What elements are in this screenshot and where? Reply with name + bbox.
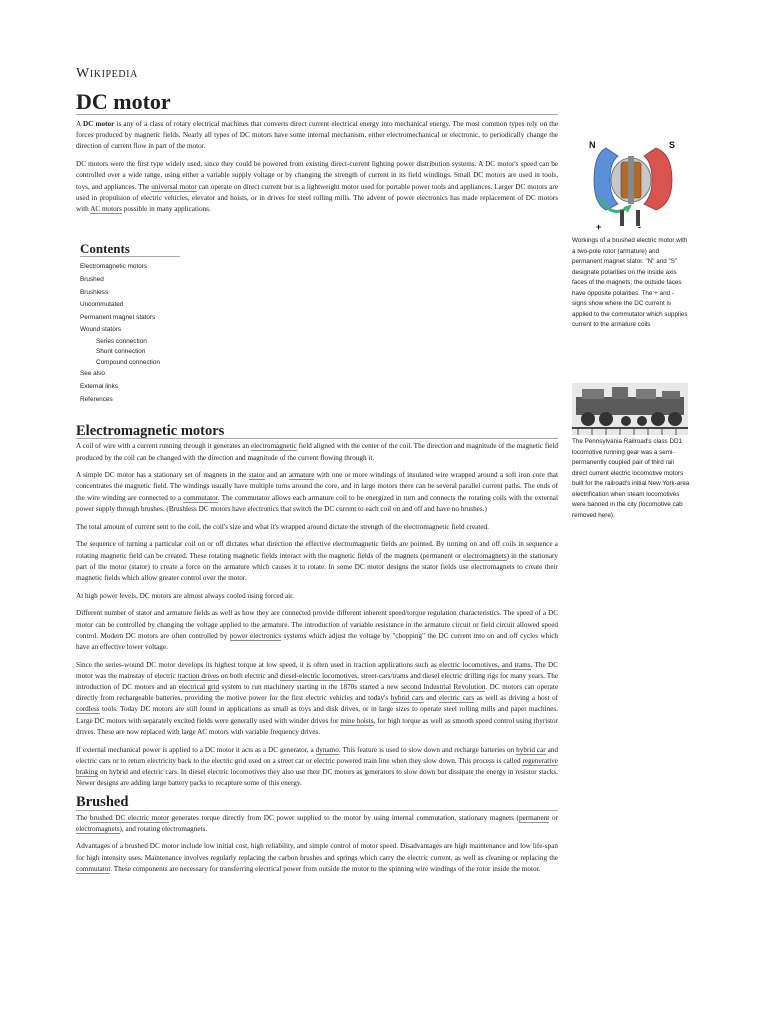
link-hybrid-cars[interactable]: hybrid cars xyxy=(390,694,424,703)
toc-item-external-links[interactable]: External links xyxy=(80,382,119,390)
link-second-industrial-revolution[interactable]: second Industrial Revolution xyxy=(401,683,486,692)
figure-motor xyxy=(572,126,690,331)
plus-label: + xyxy=(596,222,602,232)
toc-item-uncommutated[interactable]: Uncommutated xyxy=(80,301,124,309)
figure-locomotive xyxy=(572,383,690,521)
toc-item-electromagnetic-motors[interactable]: Electromagnetic motors xyxy=(80,263,148,271)
motor-diagram-image[interactable] xyxy=(572,126,690,234)
south-label: S xyxy=(669,140,676,150)
link-electromagnets-2[interactable]: electromagnets xyxy=(76,824,120,833)
toc-subitem-compound-connection[interactable]: Compound connection xyxy=(96,358,160,366)
section1-paragraph-4: The sequence of turning a particular coil on or off dictates what direction the effective electromagnetic fields are pointed. By turning on and off coils in sequence a rotating magnetic field can be created. These rotating magnetic fields interact with the magnetic fields of the magnets (permanent or electromagnets) in the stationary part of the motor (stator) to create a force on the armature which causes it to rotate. In some DC motor designs the stator fields use electromagnets to create their magnetic fields which allow greater control over the motor. xyxy=(76,540,558,582)
locomotive-figure-caption: The Pennsylvania Railroad's class DD1 locomotive running gear was a semi-permanently coupled pair of third rail direct current electric locomotive motors built for the railroad's initial New York-area electrification when steam locomotives were banned in the city (locomotive cab removed here). xyxy=(572,438,690,519)
toc-item-see-also[interactable]: See also xyxy=(80,370,105,378)
table-of-contents xyxy=(80,243,180,406)
toc-subitem-shunt-connection[interactable]: Shunt connection xyxy=(96,348,146,356)
toc-item-brushed[interactable]: Brushed xyxy=(80,275,104,283)
link-electrical-grid[interactable]: electrical grid xyxy=(178,683,220,692)
intro-paragraph-2: DC motors were the first type widely used, since they could be powered from existing direct-current lighting power distribution systems. A DC motor's speed can be controlled over a wide range, using either a variable supply voltage or by changing the strength of current in its field windings. Small DC motors are used in tools, toys, and appliances. The universal motor can operate on direct current but is a lightweight motor used for portable power tools and appliances. Larger DC motors are used in propulsion of electric vehicles, elevator and hoists, or in drives for steel rolling mills. The advent of power electronics has made replacement of DC motors with AC motors possible in many applications. xyxy=(76,160,558,213)
link-electric-locomotives[interactable]: electric locomotives, and trams xyxy=(439,660,531,669)
section1-paragraph-7: Since the series-wound DC motor develops its highest torque at low speed, it is often used in traction applications such as electric locomotives, and trams. The DC motor was the mainstay of electric traction drives on both electric and diesel-electric locomotives, street-cars/trams and diesel electric drilling rigs for many years. The introduction of DC motors and an electrical grid system to run machinery starting in the 1870s started a new second Industrial Revolution. DC motors can operate directly from rechargeable batteries, providing the motive power for the first electric vehicles and today's hybrid cars and electric cars as well as driving a host of cordless tools. Today DC motors are still found in applications as small as toys and disk drives, or in large sizes to operate steel rolling mills and paper machines. Large DC motors with separately excited fields were generally used with winder drives for mine hoists, for high torque as well as smooth speed control using thyristor drives. These are now replaced with large AC motors with variable frequency drives. xyxy=(76,660,559,736)
intro-paragraph-1: A DC motor is any of a class of rotary electrical machines that converts direct current electrical energy into mechanical energy. The most common types rely on the forces produced by magnetic fields. Nearly all types of DC motors have some internal mechanism, either electromechanical or electronic, to periodically change the direction of current flow in part of the motor. xyxy=(76,120,559,151)
minus-label: - xyxy=(638,222,641,232)
link-armature[interactable]: armature xyxy=(288,471,315,480)
north-label: N xyxy=(589,140,596,150)
section2-paragraph-2: Advantages of a brushed DC motor include low initial cost, high reliability, and simple control of motor speed. Disadvantages are high maintenance and low life-span for high intensity uses. Maintenance involves regularly replacing the carbon brushes and springs which carry the electric current, as well as cleaning or replacing the commutator. These components are necessary for transferring electrical power from outside the motor to the spinning wire windings of the rotor inside the motor. xyxy=(76,842,558,873)
link-dynamo[interactable]: dynamo xyxy=(315,745,339,754)
link-cordless[interactable]: cordless xyxy=(76,705,100,714)
toc-subitem-series-connection[interactable]: Series connection xyxy=(96,337,147,345)
link-regenerative-braking[interactable]: regenerative braking xyxy=(76,756,558,776)
link-power-electronics[interactable]: power electronics xyxy=(229,631,282,640)
section1-paragraph-2: A simple DC motor has a stationary set of magnets in the stator and an armature with one or more windings of insulated wire wrapped around a soft iron core that concentrates the magnetic field. The windings usually have multiple turns around the core, and in large motors there can be several parallel current paths. The ends of the wire winding are connected to a commutator. The commutator allows each armature coil to be energized in turn and connects the rotating coils with the external power supply through brushes. (Brushless DC motors have electronics that switch the DC current to each coil on and off and have no brushes.) xyxy=(76,471,558,513)
toc-item-references[interactable]: References xyxy=(80,395,113,403)
link-universal-motor[interactable]: universal motor xyxy=(151,182,197,191)
motor-figure-caption: Workings of a brushed electric motor with a two-pole rotor (armature) and permanent magnet stator. "N" and "S" designate polarities on the inside axis faces of the magnets; the outside faces have opposite polarities. The + and - signs show where the DC current is applied to the commutator which supplies current to the armature coils xyxy=(572,237,688,328)
section-heading-brushed: Brushed xyxy=(76,797,558,810)
article-body xyxy=(76,119,558,882)
toc-item-permanent-magnet-stators[interactable]: Permanent magnet stators xyxy=(80,313,156,321)
section1-paragraph-5: At high power levels, DC motors are almost always cooled using forced air. xyxy=(76,591,294,600)
locomotive-photo[interactable] xyxy=(572,383,688,435)
link-mine-hoists[interactable]: mine hoists xyxy=(340,716,374,725)
link-brushed-dc-electric-motor[interactable]: brushed DC electric motor xyxy=(89,813,169,822)
link-electromagnetic[interactable]: electromagnetic xyxy=(250,442,297,451)
section2-paragraph-1: The brushed DC electric motor generates torque directly from DC power supplied to the motor by using internal commutation, stationary magnets (permanent or electromagnets), and rotating electromagnets. xyxy=(76,813,558,833)
link-stator[interactable]: stator xyxy=(248,471,265,480)
link-permanent[interactable]: permanent xyxy=(518,813,550,822)
section1-paragraph-6: Different number of stator and armature fields as well as how they are connected provide different inherent speed/torque regulation characteristics. The speed of a DC motor can be controlled by changing the voltage applied to the armature. The introduction of variable resistance in the armature circuit or field circuit allowed speed control. Modern DC motors are often controlled by power electronics systems which adjust the voltage by "chopping" the DC current into on and off cycles which have an effective lower voltage. xyxy=(76,609,558,651)
section1-paragraph-8: If external mechanical power is applied to a DC motor it acts as a DC generator, a dynamo. This feature is used to slow down and recharge batteries on hybrid car and electric cars or to return electricity back to the electric grid used on a street car or electric powered train line when they slow down. This process is called regenerative braking on hybrid and electric cars. In diesel electric locomotives they also use their DC motors as generators to slow down but dissipate the energy in resistor stacks. Newer designs are adding large battery packs to recapture some of this energy. xyxy=(76,745,558,788)
link-electric-cars[interactable]: electric cars xyxy=(438,694,475,703)
section-heading-electromagnetic-motors: Electromagnetic motors xyxy=(76,426,558,439)
toc-item-wound-stators[interactable]: Wound stators xyxy=(80,326,122,334)
link-electromagnets[interactable]: electromagnets xyxy=(463,551,507,560)
title-divider xyxy=(76,114,558,115)
section1-paragraph-3: The total amount of current sent to the coil, the coil's size and what it's wrapped around dictate the strength of the electromagnetic field created. xyxy=(76,522,489,531)
link-ac-motors[interactable]: AC motors xyxy=(90,204,122,213)
toc-item-brushless[interactable]: Brushless xyxy=(80,288,109,296)
wikipedia-logo[interactable]: Wikipedia xyxy=(76,66,138,81)
section1-paragraph-1: A coil of wire with a current running through it generates an electromagnetic field aligned with the center of the coil. The direction and magnitude of the magnetic field produced by the coil can be changed with the direction and magnitude of the current flowing through it. xyxy=(76,442,559,462)
link-traction-drives[interactable]: traction drives xyxy=(177,671,219,680)
toc-title: Contents xyxy=(80,243,180,257)
link-hybrid-car[interactable]: hybrid car xyxy=(516,745,546,754)
link-commutator[interactable]: commutator xyxy=(183,493,218,502)
link-commutator-2[interactable]: commutator xyxy=(76,864,111,873)
link-diesel-electric-locomotives[interactable]: diesel-electric locomotives xyxy=(279,671,358,680)
page-title: DC motor xyxy=(76,89,171,114)
